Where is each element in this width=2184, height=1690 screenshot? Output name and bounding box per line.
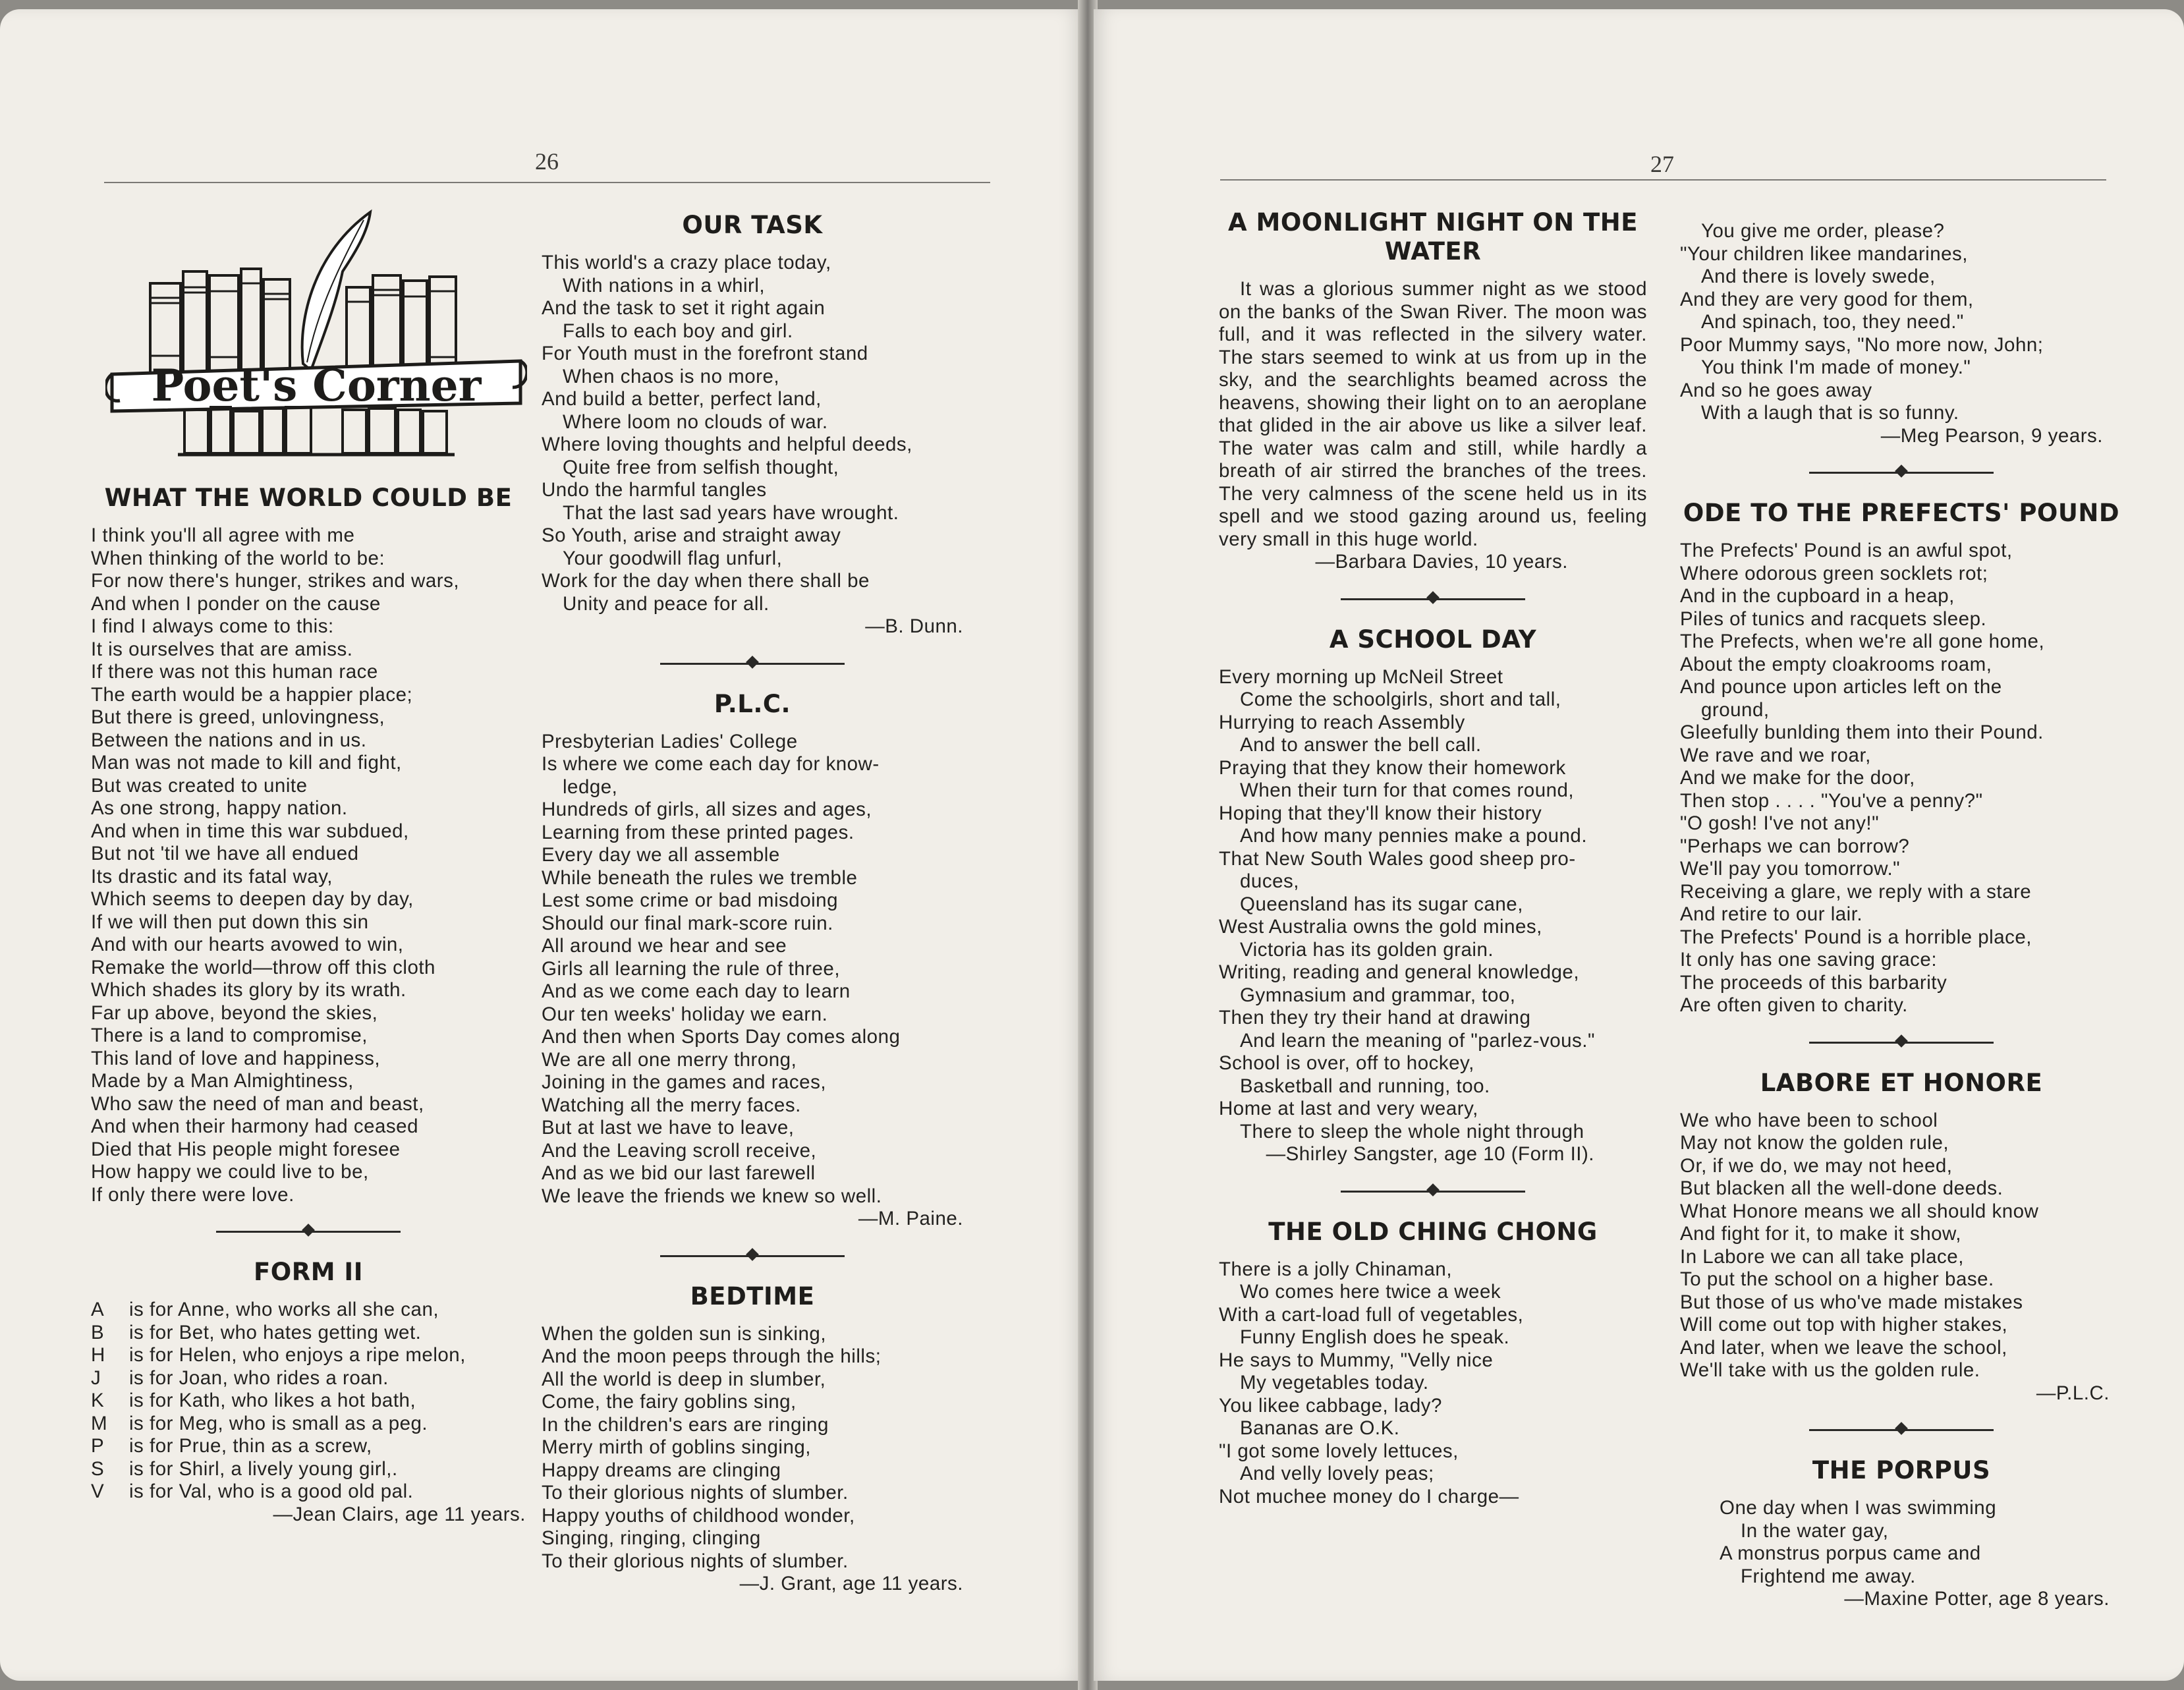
poem-line: Where loom no clouds of war. [563, 410, 828, 433]
section-divider [1341, 1178, 1525, 1204]
poem-line: Your goodwill flag unfurl, [563, 547, 783, 569]
poem-line: Happy dreams are clinging [542, 1459, 781, 1481]
poem-line: For now there's hunger, strikes and wars, [91, 570, 460, 592]
poem-line: Where odorous green socklets rot; [1680, 562, 1988, 584]
poem-line: Which shades its glory by its wrath. [91, 979, 406, 1001]
poem-line: This land of love and happiness, [91, 1047, 381, 1069]
article-body [1219, 278, 1647, 551]
poem-body [1219, 666, 1647, 1144]
poem-line: Gleefully bunlding them into their Pound. [1680, 721, 2044, 743]
list-item: S is for Shirl, a lively young girl,. [91, 1457, 398, 1480]
poem-line: "Perhaps we can borrow? [1680, 835, 1910, 857]
poem-line: Who saw the need of man and beast, [91, 1092, 424, 1115]
poem-line: The earth would be a happier place; [91, 683, 413, 706]
poem-line: In the water gay, [1741, 1519, 1889, 1542]
poem-line: The Prefects, when we're all gone home, [1680, 631, 2045, 652]
poem-line: While beneath the rules we tremble [542, 866, 858, 889]
poem-line: Is where we come each day for know- [542, 753, 880, 775]
poem-line: When thinking of the world to be: [91, 547, 385, 569]
poem-line: If there was not this human race [91, 661, 378, 683]
poem-line: And build a better, perfect land, [542, 388, 822, 410]
poem-title: ODE TO THE PREFECTS' POUND [1683, 499, 2120, 527]
poem-line: To put the school on a higher base. [1680, 1268, 1994, 1290]
poem-line: There is a land to compromise, [91, 1025, 368, 1046]
poem-line: Come the schoolgirls, short and tall, [1240, 689, 1561, 710]
poem-line: All around we hear and see [542, 935, 787, 957]
poem-line: Queensland has its sugar cane, [1240, 893, 1523, 915]
poem-line: Happy youths of childhood wonder, [542, 1504, 855, 1527]
poem-line: We who have been to school [1680, 1109, 1938, 1131]
poem-line: Far up above, beyond the skies, [91, 1001, 378, 1024]
poem-signature: —J. Grant, age 11 years. [739, 1573, 963, 1594]
poem-line: I think you'll all agree with me [91, 524, 355, 546]
poem-line: If we will then put down this sin [91, 911, 369, 933]
poem-line: And pounce upon articles left on the [1680, 676, 2002, 698]
header-rule [104, 182, 990, 183]
poem-line: And then when Sports Day comes along [542, 1026, 901, 1048]
poem-line: And velly lovely peas; [1240, 1463, 1434, 1484]
list-item: P is for Prue, thin as a screw, [91, 1435, 372, 1457]
poem-line: ledge, [563, 775, 618, 798]
poem-line: Wo comes here twice a week [1240, 1281, 1501, 1303]
poem-line: With a laugh that is so funny. [1701, 402, 1959, 424]
poem-body [1680, 1497, 2123, 1588]
poem-line: This world's a crazy place today, [542, 252, 831, 273]
poem-line: But at last we have to leave, [542, 1117, 795, 1139]
poem-line: Funny English does he speak. [1240, 1326, 1510, 1348]
poem-line: Girls all learning the rule of three, [542, 957, 841, 980]
poem-line: Made by a Man Almightiness, [91, 1070, 354, 1092]
poem-line: "Your children likee mandarines, [1680, 242, 1968, 265]
poem-line: Come, the fairy goblins sing, [542, 1391, 797, 1413]
list-item: V is for Val, who is a good old pal. [91, 1480, 414, 1502]
poem-title: A SCHOOL DAY [1329, 625, 1537, 654]
poem-line: There is a jolly Chinaman, [1219, 1258, 1453, 1280]
poem-line: To their glorious nights of slumber. [542, 1482, 849, 1504]
poem-title: WHAT THE WORLD COULD BE [104, 484, 513, 512]
poem-line: Which seems to deepen day by day, [91, 888, 414, 910]
poem-line: And the Leaving scroll receive, [542, 1139, 817, 1162]
poem-line: Watching all the merry faces. [542, 1094, 801, 1116]
poem-line: Victoria has its golden grain. [1240, 938, 1494, 961]
poem-line: ground, [1701, 698, 1770, 721]
poem-line: But those of us who've made mistakes [1680, 1291, 2023, 1313]
poem-line: And later, when we leave the school, [1680, 1336, 2007, 1359]
article-title [1219, 208, 1647, 266]
poem-line: A monstrus porpus came and [1720, 1542, 1981, 1564]
poem-line: But there is greed, unlovingness, [91, 706, 385, 728]
poem-line: Merry mirth of goblins singing, [542, 1436, 811, 1458]
poem-body [542, 1323, 963, 1573]
poem-line: The proceeds of this barbarity [1680, 971, 1947, 994]
poem-line: You give me order, please? [1701, 220, 1945, 242]
poem-line: And the task to set it right again [542, 297, 826, 319]
poem-line: And in the cupboard in a heap, [1680, 585, 1955, 607]
poem-line: Remake the world—throw off this cloth [91, 956, 435, 978]
poem-line: Should our final mark-score ruin. [542, 912, 833, 934]
poem-line: Every morning up McNeil Street [1219, 665, 1503, 688]
poem-line: Are often given to charity. [1680, 994, 1908, 1016]
poem-line: You think I'm made of money." [1701, 356, 1971, 378]
poem-line: When the golden sun is sinking, [542, 1322, 827, 1345]
poem-line: And to answer the bell call. [1240, 734, 1482, 756]
poem-line: School is over, off to hockey, [1219, 1052, 1474, 1074]
page-number: 27 [1650, 151, 1674, 177]
poem-line: About the empty cloakrooms roam, [1680, 653, 1992, 675]
poem-line: With nations in a whirl, [563, 274, 766, 296]
poem-line: To their glorious nights of slumber. [542, 1550, 849, 1572]
poem-line: You likee cabbage, lady? [1219, 1394, 1442, 1417]
poem-signature: —B. Dunn. [865, 615, 963, 637]
poem-line: Joining in the games and races, [542, 1071, 827, 1093]
poem-line: Undo the harmful tangles [542, 479, 767, 501]
poem-line: And the moon peeps through the hills; [542, 1345, 882, 1367]
poem-line: Every day we all assemble [542, 844, 780, 866]
poem-line: May not know the golden rule, [1680, 1132, 1949, 1154]
poem-line: Bananas are O.K. [1240, 1417, 1400, 1439]
poem-line: In the children's ears are ringing [542, 1413, 829, 1436]
poem-line: Learning from these printed pages. [542, 821, 854, 843]
poem-line: I find I always come to this: [91, 615, 334, 637]
list-item: K is for Kath, who likes a hot bath, [91, 1390, 416, 1411]
poem-line: There to sleep the whole night through [1240, 1120, 1584, 1142]
poem-line: Unity and peace for all. [563, 592, 770, 615]
right-page [1094, 9, 2184, 1681]
poem-title: OUR TASK [682, 211, 823, 239]
poem-signature: —Jean Clairs, age 11 years. [273, 1503, 526, 1525]
poem-line: Presbyterian Ladies' College [542, 730, 798, 752]
poem-line: Frightend me away. [1741, 1565, 1916, 1587]
poem-body [1680, 1110, 2123, 1382]
article-signature: —Barbara Davies, 10 years. [1315, 551, 1568, 573]
poem-line: West Australia owns the gold mines, [1219, 916, 1542, 938]
poem-line: Poor Mummy says, "No more now, John; [1680, 333, 2044, 356]
poem-line: In Labore we can all take place, [1680, 1245, 1964, 1268]
poem-body [1680, 540, 2123, 1017]
article-title-line: A MOONLIGHT NIGHT ON THE [1228, 208, 1638, 237]
list-item: A is for Anne, who works all she can, [91, 1299, 439, 1320]
poem-line: And fight for it, to make it show, [1680, 1223, 1961, 1245]
poem-line: And when in time this war subdued, [91, 820, 409, 842]
poem-body [542, 731, 963, 1208]
poem-line: Hurrying to reach Assembly [1219, 711, 1465, 733]
poem-line: Hoping that they'll know their history [1219, 802, 1542, 824]
section-divider [1809, 459, 1994, 486]
poem-line: Writing, reading and general knowledge, [1219, 961, 1580, 983]
poem-line: We'll take with us the golden rule. [1680, 1359, 1980, 1381]
poem-line: We rave and we roar, [1680, 744, 1871, 766]
poem-line: Falls to each boy and girl. [563, 320, 793, 342]
right-page-column-1 [1219, 208, 1647, 1508]
section-divider [1809, 1417, 1994, 1443]
poem-line: So Youth, arise and straight away [542, 524, 841, 546]
poem-line: My vegetables today. [1240, 1372, 1429, 1394]
poem-line: Praying that they know their homework [1219, 756, 1566, 779]
poem-line: Gymnasium and grammar, too, [1240, 984, 1516, 1006]
poem-line: But not 'til we have all endued [91, 843, 359, 864]
poem-line: Quite free from selfish thought, [563, 456, 839, 478]
poem-signature: —Shirley Sangster, age 10 (Form II). [1266, 1143, 1594, 1165]
poem-line: It only has one saving grace: [1680, 949, 1938, 971]
poem-line: But was created to unite [91, 774, 308, 797]
poem-line: When chaos is no more, [563, 365, 780, 387]
section-divider [1809, 1029, 1994, 1056]
poem-line: Work for the day when there shall be [542, 570, 870, 592]
list-item: M is for Meg, who is small as a peg. [91, 1412, 428, 1434]
poem-line: Lest some crime or bad misdoing [542, 889, 838, 911]
poem-body [542, 252, 963, 615]
poem-line: Then they try their hand at drawing [1219, 1007, 1531, 1028]
poem-line: Between the nations and in us. [91, 729, 367, 751]
logo-title: Poet's Corner [151, 360, 482, 411]
poem-line: Hundreds of girls, all sizes and ages, [542, 799, 872, 820]
poem-line: Man was not made to kill and fight, [91, 752, 402, 774]
poem-line: Then stop . . . . "You've a penny?" [1680, 789, 1983, 812]
poem-world [91, 484, 526, 1526]
poem-line: And when I ponder on the cause [91, 592, 381, 615]
poem-line: Where loving thoughts and helpful deeds, [542, 434, 912, 455]
poem-line: How happy we could live to be, [91, 1161, 369, 1183]
section-divider [660, 1243, 845, 1269]
poem-signature: —Meg Pearson, 9 years. [1880, 424, 2103, 447]
poem-line: Not muchee money do I charge— [1219, 1485, 1519, 1507]
poem-title: THE OLD CHING CHONG [1268, 1217, 1598, 1246]
poem-line: Home at last and very weary, [1219, 1098, 1478, 1119]
poem-line: Our ten weeks' holiday we earn. [542, 1003, 828, 1025]
poem-line: Basketball and running, too. [1240, 1075, 1490, 1097]
list-item: J is for Joan, who rides a roan. [91, 1366, 389, 1389]
poem-line: He says to Mummy, "Velly nice [1219, 1349, 1494, 1371]
poem-line: Its drastic and its fatal way, [91, 865, 333, 887]
poem-line: And with our hearts avowed to win, [91, 934, 404, 955]
left-page-column-2 [542, 211, 963, 1596]
header-rule [1220, 179, 2106, 181]
poem-line: "O gosh! I've not any!" [1680, 812, 1880, 834]
poem-continued [1680, 220, 2123, 425]
poem-line: And retire to our lair. [1680, 903, 1863, 925]
poem-line: That the last sad years have wrought. [563, 501, 899, 524]
books-quill-icon [105, 206, 527, 463]
poem-line: And spinach, too, they need." [1701, 311, 1964, 333]
poem-line: If only there were love. [91, 1183, 294, 1206]
article-paragraph: It was a glorious summer night as we stood on the banks of the Swan River. The moon was full, and it was reflected in the silvery water. The stars seemed to wink at us from up in the sky, and the searchlights beamed across the heavens, showing their light on to an aeroplane that glided in the air above us like a silver leaf. The water was calm and still, while hardly a breath of air stirred the branches of the trees. The very calmness of the scene held us in its spell and we stood gazing around us, feeling very small in this huge world. [1219, 278, 1647, 550]
poem-line: We are all one merry throng, [542, 1048, 797, 1071]
section-divider [1341, 586, 1525, 612]
poem-body [91, 524, 526, 1206]
page-number: 26 [535, 148, 559, 175]
right-page-column-2 [1680, 220, 2123, 1611]
poem-line: And we make for the door, [1680, 767, 1915, 789]
poem-line: When their turn for that comes round, [1240, 779, 1575, 801]
article-title-line: WATER [1384, 237, 1482, 266]
poem-line: Receiving a glare, we reply with a stare [1680, 880, 2032, 903]
section-divider [660, 650, 845, 677]
poem-line: Singing, ringing, clinging [542, 1527, 761, 1549]
poets-corner-logo [105, 206, 527, 463]
poem-line: And as we bid our last farewell [542, 1162, 816, 1184]
poem-line: With a cart-load full of vegetables, [1219, 1303, 1524, 1326]
form-list [91, 1299, 526, 1504]
poem-line: The Prefects' Pound is a horrible place, [1680, 926, 2032, 948]
poem-line: Or, if we do, we may not heed, [1680, 1154, 1953, 1177]
poem-line: But blacken all the well-done deeds. [1680, 1177, 2003, 1199]
list-item: H is for Helen, who enjoys a ripe melon, [91, 1344, 466, 1366]
poem-title: THE PORPUS [1812, 1456, 1991, 1484]
poem-title: P.L.C. [714, 689, 791, 718]
poem-line: All the world is deep in slumber, [542, 1368, 826, 1390]
poem-line: Piles of tunics and racquets sleep. [1680, 607, 1987, 630]
poem-line: And when their harmony had ceased [91, 1115, 418, 1137]
poem-line: It is ourselves that are amiss. [91, 638, 353, 660]
poem-line: And how many pennies make a pound. [1240, 825, 1588, 847]
poem-line: And learn the meaning of "parlez-vous." [1240, 1029, 1595, 1052]
poem-line: That New South Wales good sheep pro- [1219, 847, 1576, 870]
poem-line: duces, [1240, 870, 1299, 892]
poem-line: The Prefects' Pound is an awful spot, [1680, 540, 2013, 561]
poem-title: FORM II [254, 1258, 363, 1286]
poem-line: And there is lovely swede, [1701, 266, 1936, 287]
poem-signature: —P.L.C. [2036, 1382, 2110, 1404]
left-page [0, 9, 1082, 1681]
poem-line: And as we come each day to learn [542, 980, 851, 1002]
poem-line: As one strong, happy nation. [91, 797, 348, 819]
poem-line: We'll pay you tomorrow." [1680, 858, 1901, 880]
poem-line: What Honore means we all should know [1680, 1200, 2039, 1222]
poem-title: LABORE ET HONORE [1760, 1068, 2043, 1097]
poem-line: And so he goes away [1680, 379, 1872, 401]
poem-line: Will come out top with higher stakes, [1680, 1314, 2008, 1336]
section-divider [216, 1218, 401, 1245]
poem-signature: —Maxine Potter, age 8 years. [1844, 1588, 2110, 1610]
poem-line: One day when I was swimming [1720, 1497, 1997, 1519]
poem-title: BEDTIME [690, 1282, 815, 1310]
poem-line: "I got some lovely lettuces, [1219, 1440, 1459, 1462]
poem-signature: —M. Paine. [858, 1208, 963, 1229]
poem-body [1219, 1258, 1647, 1509]
poem-line: For Youth must in the forefront stand [542, 343, 868, 364]
poem-line: And they are very good for them, [1680, 288, 1974, 310]
list-item: B is for Bet, who hates getting wet. [91, 1321, 422, 1343]
poem-line: We leave the friends we knew so well. [542, 1185, 882, 1207]
poem-line: Died that His people might foresee [91, 1138, 401, 1160]
